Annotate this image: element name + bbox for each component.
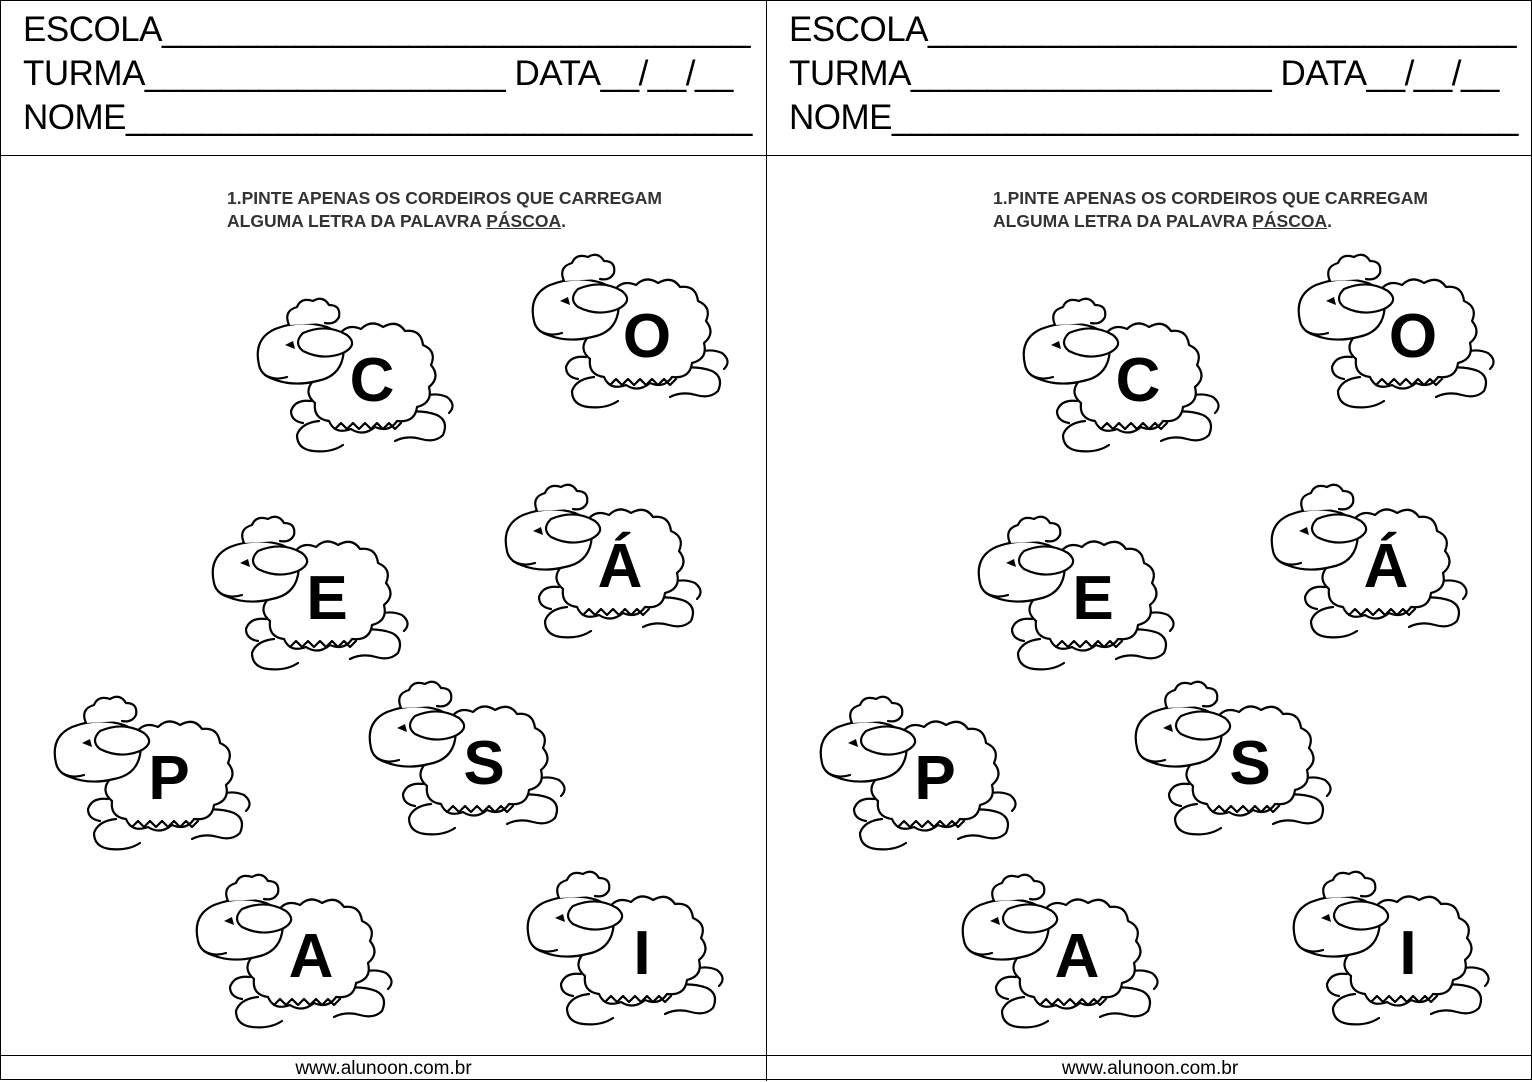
turma-data-field: TURMA___________________ DATA__/__/__ xyxy=(23,54,733,93)
instruction-text xyxy=(227,187,662,233)
sheep-letter: A xyxy=(1054,922,1100,991)
instruction-line-1: 1.PINTE APENAS OS CORDEIROS QUE CARREGAM xyxy=(227,188,662,208)
instruction-line-1: 1.PINTE APENAS OS CORDEIROS QUE CARREGAM xyxy=(993,188,1428,208)
sheep-p[interactable] xyxy=(46,691,256,861)
sheep-letter: P xyxy=(914,744,956,813)
student-info-header xyxy=(767,1,1532,156)
sheep-letter: Á xyxy=(1363,532,1409,601)
sheep-letter: O xyxy=(1388,302,1438,371)
sheep-s[interactable] xyxy=(361,676,571,846)
sheep-letter: C xyxy=(349,346,395,415)
escola-field: ESCOLA_______________________________ xyxy=(789,10,1516,49)
sheep-c[interactable] xyxy=(1015,293,1225,463)
sheep-letter: A xyxy=(288,922,334,991)
instruction-keyword: PÁSCOA xyxy=(486,211,562,231)
sheep-p[interactable] xyxy=(812,691,1022,861)
turma-data-field: TURMA___________________ DATA__/__/__ xyxy=(789,54,1499,93)
sheep-letter: O xyxy=(622,302,672,371)
sheep-i[interactable] xyxy=(1285,866,1495,1036)
sheep-a-acute[interactable] xyxy=(1263,479,1473,649)
sheep-a[interactable] xyxy=(954,869,1164,1039)
sheep-letter: S xyxy=(463,729,505,798)
sheep-a-acute[interactable] xyxy=(497,479,707,649)
instruction-keyword: PÁSCOA xyxy=(1252,211,1328,231)
instruction-line-2-prefix: ALGUMA LETRA DA PALAVRA xyxy=(227,211,487,231)
footer-url: www.alunoon.com.br xyxy=(767,1055,1532,1081)
sheep-letter: Á xyxy=(597,532,643,601)
sheep-letter: E xyxy=(306,564,348,633)
nome-field: NOME_________________________________ xyxy=(23,98,752,137)
sheep-e[interactable] xyxy=(204,511,414,681)
escola-field: ESCOLA_______________________________ xyxy=(23,10,750,49)
sheep-i[interactable] xyxy=(519,866,729,1036)
sheep-letter: P xyxy=(148,744,190,813)
instruction-text xyxy=(993,187,1428,233)
sheep-a[interactable] xyxy=(188,869,398,1039)
instruction-line-2-prefix: ALGUMA LETRA DA PALAVRA xyxy=(993,211,1253,231)
sheep-s[interactable] xyxy=(1127,676,1337,846)
sheep-o[interactable] xyxy=(524,249,734,419)
student-info-header xyxy=(1,1,766,156)
sheep-letter: I xyxy=(1399,919,1417,988)
instruction-line-2-suffix: . xyxy=(561,211,566,231)
sheep-o[interactable] xyxy=(1290,249,1500,419)
nome-field: NOME_________________________________ xyxy=(789,98,1518,137)
footer-url: www.alunoon.com.br xyxy=(1,1055,766,1081)
sheep-letter: E xyxy=(1072,564,1114,633)
sheep-letter: S xyxy=(1229,729,1271,798)
sheep-letter: C xyxy=(1115,346,1161,415)
worksheet-right xyxy=(767,1,1532,1081)
sheep-e[interactable] xyxy=(970,511,1180,681)
sheep-letter: I xyxy=(633,919,651,988)
sheep-c[interactable] xyxy=(249,293,459,463)
instruction-line-2-suffix: . xyxy=(1327,211,1332,231)
worksheet-left xyxy=(1,1,767,1081)
